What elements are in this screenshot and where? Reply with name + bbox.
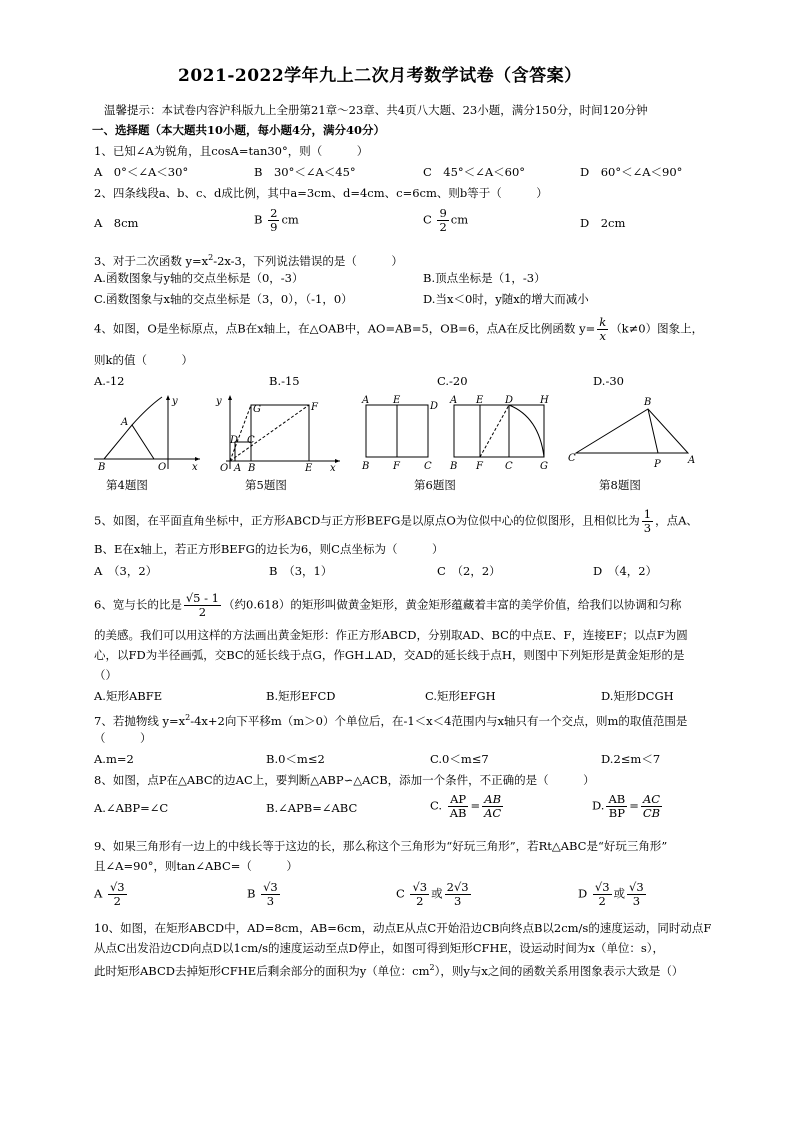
q6-stem-a: 6、宽与长的比是 xyxy=(94,597,182,612)
q1-option-d: D 60°＜∠A＜90° xyxy=(580,165,683,179)
fig8-label-p: P xyxy=(654,459,661,470)
q7-option-d: D.2≤m＜7 xyxy=(601,752,661,766)
fig6b-label-e: E xyxy=(476,395,484,406)
q6-option-a: A.矩形ABFE xyxy=(94,689,163,703)
q10-line3 xyxy=(94,960,683,979)
q1-option-c: C 45°＜∠A＜60° xyxy=(423,165,526,179)
q2-option-b xyxy=(254,207,299,234)
q8-c-num1: AP xyxy=(448,793,469,807)
q9-c-or: 或 xyxy=(431,886,443,901)
exam-tip: 温馨提示：本试卷内容沪科版九上全册第21章～23章、共4页八大题、23小题，满分150分，时间120分钟 xyxy=(104,103,648,117)
q9-option-b xyxy=(247,881,282,908)
q9-c-frac1 xyxy=(410,881,429,908)
fig5-label-b: B xyxy=(248,463,256,473)
q5-stem-a: 5、如图，在平面直角坐标中，正方形ABCD与正方形BEFG是以原点O为位似中心的位似图形，且相似比为 xyxy=(94,513,640,528)
q6-option-d: D.矩形DCGH xyxy=(601,689,674,703)
q2-c-fraction xyxy=(437,207,448,234)
figure-8 xyxy=(560,393,700,473)
fig5-label-g: G xyxy=(253,404,261,415)
q4-frac-k: k xyxy=(599,315,607,329)
q4-stem-a: 4、如图，O是坐标原点，点B在x轴上，在△OAB中，AO=AB=5，OB=6，点A在反比例函数 y= xyxy=(94,321,596,336)
q10-line3-sup: 2 xyxy=(429,963,435,972)
q9-c-den2: 3 xyxy=(453,894,462,908)
fig6b-label-g: G xyxy=(540,461,548,472)
fig4-label-o: O xyxy=(158,462,167,473)
q10-line3-b: ），则y与x之间的函数关系用图象表示大致是（） xyxy=(434,963,684,978)
q7-option-b: B.0＜m≤2 xyxy=(266,752,325,766)
q2-b-letter: B xyxy=(254,212,263,227)
q9-c-den1: 2 xyxy=(416,894,424,908)
fig6b-label-b: B xyxy=(450,461,458,472)
q5-fraction xyxy=(642,508,653,535)
fig4-label-a: A xyxy=(121,417,129,428)
q9-b-frac xyxy=(261,881,280,908)
q8-c-frac1 xyxy=(448,793,469,820)
q8-option-a: A.∠ABP=∠C xyxy=(94,801,169,815)
q9-line2: 且∠A=90°，则tan∠ABC=（ ） xyxy=(94,859,298,873)
caption-fig4: 第4题图 xyxy=(106,478,148,492)
q9-d-frac1 xyxy=(593,881,612,908)
fig6b-label-a: A xyxy=(450,395,458,406)
q4-frac-x: x xyxy=(599,329,606,343)
q8-stem: 8、如图，点P在△ABC的边AC上，要判断△ABP∽△ACB，添加一个条件，不正确的是（ ） xyxy=(94,773,595,787)
q6-line2: 的美感。我们可以用这样的方法画出黄金矩形：作正方形ABCD，分别取AD、BC的中点E、F，连接EF；以点F为圆 xyxy=(94,628,688,642)
fig8-label-b: B xyxy=(644,397,652,408)
q6-option-b: B.矩形EFCD xyxy=(266,689,336,703)
q9-a-frac xyxy=(108,881,127,908)
q9-option-c xyxy=(396,881,473,908)
q2-option-a: A 8cm xyxy=(94,216,139,230)
q9-c-num2: 2√3 xyxy=(446,880,469,894)
q4-stem xyxy=(94,316,703,343)
q8-d-num1: AB xyxy=(608,792,626,806)
figure-4 xyxy=(92,393,204,473)
q8-option-d: D. $\frac{AB}{BP}$ = $\frac{AC}{CB}$ xyxy=(592,792,661,820)
q9-option-d xyxy=(578,881,648,908)
fig5-label-c: C xyxy=(247,435,255,446)
q9-c-letter: C xyxy=(396,886,405,901)
q3-stem-b: -2x-3，下列说法错误的是（ ） xyxy=(213,253,403,268)
q7-stem-b: -4x+2向下平移m（m＞0）个单位后，在-1＜x＜4范围内与x轴只有一个交点，则m的取值范围是 xyxy=(190,713,688,728)
fig5-label-a: A xyxy=(234,463,242,473)
fig5-label-d: D xyxy=(230,435,239,446)
q7-stem xyxy=(94,710,687,729)
q10-line2: 从点C出发沿边CD向点D以1cm/s的速度运动至点D停止，如图可得到矩形CFHE，设运动时间为x（单位：s）， xyxy=(94,941,665,955)
fig5-label-y: y xyxy=(216,396,222,407)
q7-sup: 2 xyxy=(185,713,191,722)
page-title: 2021-2022学年九上二次月考数学试卷（含答案） xyxy=(178,66,582,86)
q8-d-letter: D. xyxy=(592,798,605,813)
q3-option-d: D.当x＜0时，y随x的增大而减小 xyxy=(423,292,589,306)
fig6a-label-b: B xyxy=(362,461,370,472)
q1-option-a: A 0°＜∠A＜30° xyxy=(94,165,189,179)
q8-option-c: C. $\frac{AP}{AB}$ = $\frac{AB}{AC}$ xyxy=(430,792,502,820)
q8-option-b: B.∠APB=∠ABC xyxy=(266,801,358,815)
q8-c-letter: C. xyxy=(430,798,443,813)
q2-stem: 2、四条线段a、b、c、d成比例，其中a=3cm、d=4cm、c=6cm、则b等于（ ） xyxy=(94,186,548,200)
fig6b-label-f: F xyxy=(476,461,483,472)
fig5-label-o: O xyxy=(220,463,229,473)
q3-stem-a: 3、对于二次函数 y=x xyxy=(94,253,209,268)
fig4-label-x: x xyxy=(192,462,198,473)
fig6a-label-d: D xyxy=(430,401,439,412)
q6-stem xyxy=(94,592,681,619)
q2-b-den: 9 xyxy=(270,220,278,234)
fig6a-label-f: F xyxy=(393,461,400,472)
q8-d-frac2 xyxy=(641,793,662,820)
q6-fraction xyxy=(184,592,221,619)
q2-option-c xyxy=(423,207,468,234)
fig6b-label-d: D xyxy=(505,395,514,406)
q1-option-b: B 30°＜∠A＜45° xyxy=(254,165,356,179)
q9-d-den1: 2 xyxy=(598,894,606,908)
q5-option-c: C （2，2） xyxy=(437,564,501,578)
q9-b-letter: B xyxy=(247,886,256,901)
q7-option-a: A.m=2 xyxy=(94,752,134,766)
figure-5 xyxy=(214,393,344,473)
q9-d-or: 或 xyxy=(613,886,626,901)
q9-c-frac2 xyxy=(445,881,471,908)
q9-a-num: √3 xyxy=(109,880,125,894)
fig8-label-a: A xyxy=(688,455,696,466)
q7-option-c: C.0＜m≤7 xyxy=(430,752,489,766)
fig5-label-f: F xyxy=(311,402,318,413)
q6-option-c: C.矩形EFGH xyxy=(425,689,496,703)
q8-d-frac1 xyxy=(606,793,627,820)
q8-c-num2: AB xyxy=(482,793,503,807)
q2-option-d: D 2cm xyxy=(580,216,626,230)
q5-option-a: A （3，2） xyxy=(94,564,158,578)
fig4-label-y: y xyxy=(172,396,178,407)
q8-c-den2: AC xyxy=(484,806,502,820)
q9-b-den: 3 xyxy=(266,894,275,908)
q5-stem-b: ，点A、 xyxy=(655,513,698,528)
q5-stem-line2: B、E在x轴上，若正方形BEFG的边长为6，则C点坐标为（ ） xyxy=(94,542,444,556)
q1-stem: 1、已知∠A为锐角，且cosA=tan30°，则（ ） xyxy=(94,144,369,158)
fig6a-label-a: A xyxy=(362,395,370,406)
q6-line3: 心，以FD为半径画弧，交BC的延长线于点G，作GH⊥AD，交AD的延长线于点H，则图中下列矩形是黄金矩形的是 xyxy=(94,648,685,662)
q9-c-num1: √3 xyxy=(412,880,428,894)
q6-den: 2 xyxy=(198,605,207,619)
q9-b-num: √3 xyxy=(263,880,278,894)
q9-a-letter: A xyxy=(94,886,103,901)
q4-fraction xyxy=(597,316,608,343)
q5-option-b: B （3，1） xyxy=(269,564,333,578)
q4-stem-b: （k≠0）图象上， xyxy=(610,321,704,336)
q9-a-den: 2 xyxy=(113,894,121,908)
q2-c-den: 2 xyxy=(439,220,447,234)
q6-num: √5 - 1 xyxy=(185,591,219,605)
q8-c-den1: AB xyxy=(449,806,467,820)
q9-d-num1: √3 xyxy=(594,880,610,894)
q5-stem xyxy=(94,508,698,535)
q9-line1: 9、如果三角形有一边上的中线长等于这边的长，那么称这个三角形为“好玩三角形”，若Rt△ABC是“好玩三角形” xyxy=(94,839,668,853)
q4-option-b: B.-15 xyxy=(269,374,300,388)
q4-option-c: C.-20 xyxy=(437,374,468,388)
q3-stem-sup: 2 xyxy=(208,253,214,262)
fig4-label-b: B xyxy=(98,462,106,473)
fig6b-label-h: H xyxy=(540,395,549,406)
q8-c-frac2 xyxy=(482,793,503,820)
figure-6-golden xyxy=(444,393,556,473)
q8-d-den2: CB xyxy=(642,806,661,820)
q4-stem-line2: 则k的值（ ） xyxy=(94,353,193,367)
q3-option-b: B.顶点坐标是（1，-3） xyxy=(423,271,546,285)
q3-stem xyxy=(94,250,403,269)
q4-option-a: A.-12 xyxy=(94,374,125,388)
q9-d-letter: D xyxy=(578,886,588,901)
q9-d-den2: 3 xyxy=(632,894,641,908)
q2-c-letter: C xyxy=(423,212,432,227)
fig6a-label-c: C xyxy=(424,461,432,472)
q8-d-num2: AC xyxy=(641,793,662,807)
q5-option-d: D （4，2） xyxy=(593,564,658,578)
caption-fig8: 第8题图 xyxy=(599,478,641,492)
fig5-label-x: x xyxy=(330,463,336,473)
q5-num: 1 xyxy=(643,507,652,521)
caption-fig6: 第6题图 xyxy=(414,478,456,492)
q3-option-c: C.函数图象与x轴的交点坐标是（3，0），（-1，0） xyxy=(94,292,353,306)
q4-option-d: D.-30 xyxy=(593,374,624,388)
q8-d-den1: BP xyxy=(608,806,625,820)
q7-line2: （ ） xyxy=(94,731,152,745)
q2-c-num: 9 xyxy=(439,206,447,220)
q6-line4: （） xyxy=(94,668,117,682)
figure-6-square xyxy=(356,393,442,473)
q3-option-a: A.函数图象与y轴的交点坐标是（0，-3） xyxy=(94,271,304,285)
q2-b-num: 2 xyxy=(270,206,278,220)
q2-c-unit: cm xyxy=(450,212,469,227)
caption-fig5: 第5题图 xyxy=(245,478,287,492)
q6-stem-b: （约0.618）的矩形叫做黄金矩形，黄金矩形蕴藏着丰富的美学价值，给我们以协调和匀称 xyxy=(223,597,682,612)
q10-line3-a: 此时矩形ABCD去掉矩形CFHE后剩余部分的面积为y（单位：cm xyxy=(94,963,430,978)
q10-line1: 10、如图，在矩形ABCD中，AD=8cm，AB=6cm，动点E从点C开始沿边CB向终点B以2cm/s的速度运动，同时动点F xyxy=(94,921,712,935)
q2-b-fraction xyxy=(268,207,279,234)
q9-option-a xyxy=(94,881,129,908)
fig5-label-e: E xyxy=(305,463,313,473)
q2-b-unit: cm xyxy=(281,212,299,227)
q7-stem-a: 7、若抛物线 y=x xyxy=(94,713,186,728)
section-heading: 一、选择题（本大题共10小题，每小题4分，满分40分） xyxy=(92,123,386,137)
fig8-label-c: C xyxy=(568,453,576,464)
fig6a-label-e: E xyxy=(393,395,401,406)
q5-den: 3 xyxy=(643,521,652,535)
q9-d-frac2 xyxy=(627,881,646,908)
fig6b-label-c: C xyxy=(505,461,513,472)
q9-d-num2: √3 xyxy=(629,880,644,894)
